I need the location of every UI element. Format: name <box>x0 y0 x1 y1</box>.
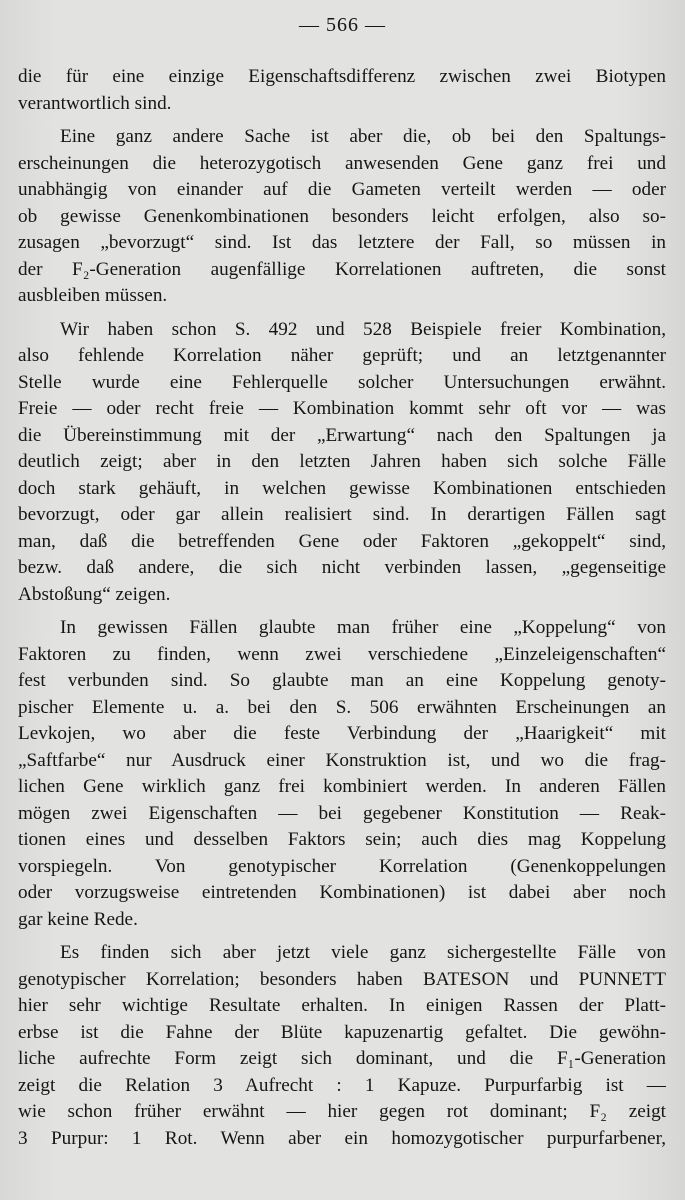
page-number: — 566 — <box>299 14 386 36</box>
text-line: doch stark gehäuft, in welchen gewisse Kombinationen entschieden <box>18 477 666 499</box>
text-line: genotypischer Korrelation; besonders haben BATESON und PUNNETT <box>18 968 666 990</box>
text-line: ob gewisse Genenkombinationen besonders leicht erfolgen, also so- <box>18 205 666 227</box>
text-line: „Saftfarbe“ nur Ausdruck einer Konstruktion ist, und wo die frag- <box>18 749 666 771</box>
text-line: die für eine einzige Eigenschaftsdifferenz zwischen zwei Biotypen <box>18 66 666 87</box>
text-line: bevorzugt, oder gar allein realisiert sind. In derartigen Fällen sagt <box>18 504 666 525</box>
text-line: wie schon früher erwähnt — hier gegen rot dominant; F₂ zeigt <box>18 1101 666 1122</box>
text-line: pischer Elemente u. a. bei den S. 506 erwähnten Erscheinungen an <box>18 696 666 718</box>
text-line: In gewissen Fällen glaubte man früher eine „Koppelung“ von <box>60 617 666 638</box>
text-line: Freie — oder recht freie — Kombination kommt sehr oft vor — was <box>18 398 666 419</box>
text-line: lichen Gene wirklich ganz frei kombiniert werden. In anderen Fällen <box>18 776 666 797</box>
text-line: Stelle wurde eine Fehlerquelle solcher Untersuchungen erwähnt. <box>18 371 666 393</box>
text-line: Levkojen, wo aber die feste Verbindung der „Haarigkeit“ mit <box>18 723 666 744</box>
text-line: 3 Purpur: 1 Rot. Wenn aber ein homozygotischer purpurfarbener, <box>18 1127 666 1149</box>
text-line: vorspiegeln. Von genotypischer Korrelation (Genenkoppelungen <box>18 855 666 877</box>
text-line: zeigt die Relation 3 Aufrecht : 1 Kapuze. Purpurfarbig ist — <box>18 1074 666 1096</box>
body-text <box>18 64 666 1159</box>
text-line: unabhängig von einander auf die Gameten verteilt werden — oder <box>18 179 666 200</box>
text-line: bezw. daß andere, die sich nicht verbinden lassen, „gegenseitige <box>18 557 666 578</box>
text-line: Faktoren zu finden, wenn zwei verschiedene „Einzeleigenschaften“ <box>18 643 666 665</box>
text-line: also fehlende Korrelation näher geprüft; und an letztgenannter <box>18 345 666 366</box>
paragraph <box>18 940 666 1152</box>
paragraph <box>18 317 666 609</box>
text-line: ausbleiben müssen. <box>18 285 168 306</box>
text-line: fest verbunden sind. So glaubte man an eine Koppelung genoty- <box>18 670 666 691</box>
paragraph <box>18 615 666 933</box>
text-line: Es finden sich aber jetzt viele ganz sichergestellte Fälle von <box>60 942 666 963</box>
text-line: die Übereinstimmung mit der „Erwartung“ nach den Spaltungen ja <box>18 424 666 446</box>
text-line: zusagen „bevorzugt“ sind. Ist das letztere der Fall, so müssen in <box>18 232 666 253</box>
text-line: erscheinungen die heterozygotisch anwesenden Gene ganz frei und <box>18 152 666 174</box>
text-line: hier sehr wichtige Resultate erhalten. In einigen Rassen der Platt- <box>18 995 666 1016</box>
text-line: verantwortlich sind. <box>18 92 172 114</box>
text-line: deutlich zeigt; aber in den letzten Jahren haben sich solche Fälle <box>18 451 666 472</box>
text-line: Eine ganz andere Sache ist aber die, ob bei den Spaltungs- <box>60 126 666 147</box>
text-line: Wir haben schon S. 492 und 528 Beispiele freier Kombination, <box>60 318 666 340</box>
text-line: man, daß die betreffenden Gene oder Faktoren „gekoppelt“ sind, <box>18 530 666 552</box>
text-line: der F₂-Generation augenfällige Korrelationen auftreten, die sonst <box>18 258 666 280</box>
text-line: Abstoßung“ zeigen. <box>18 583 171 605</box>
paragraph <box>18 64 666 117</box>
text-line: mögen zwei Eigenschaften — bei gegebener Konstitution — Reak- <box>18 802 666 824</box>
text-line: oder vorzugsweise eintretenden Kombinationen) ist dabei aber noch <box>18 882 666 903</box>
text-line: liche aufrechte Form zeigt sich dominant, und die F₁-Generation <box>18 1048 666 1069</box>
text-line: gar keine Rede. <box>18 908 138 930</box>
text-line: erbse ist die Fahne der Blüte kapuzenartig gefaltet. Die gewöhn- <box>18 1021 666 1043</box>
paragraph <box>18 124 666 310</box>
text-line: tionen eines und desselben Faktors sein; auch dies mag Koppelung <box>18 829 666 850</box>
